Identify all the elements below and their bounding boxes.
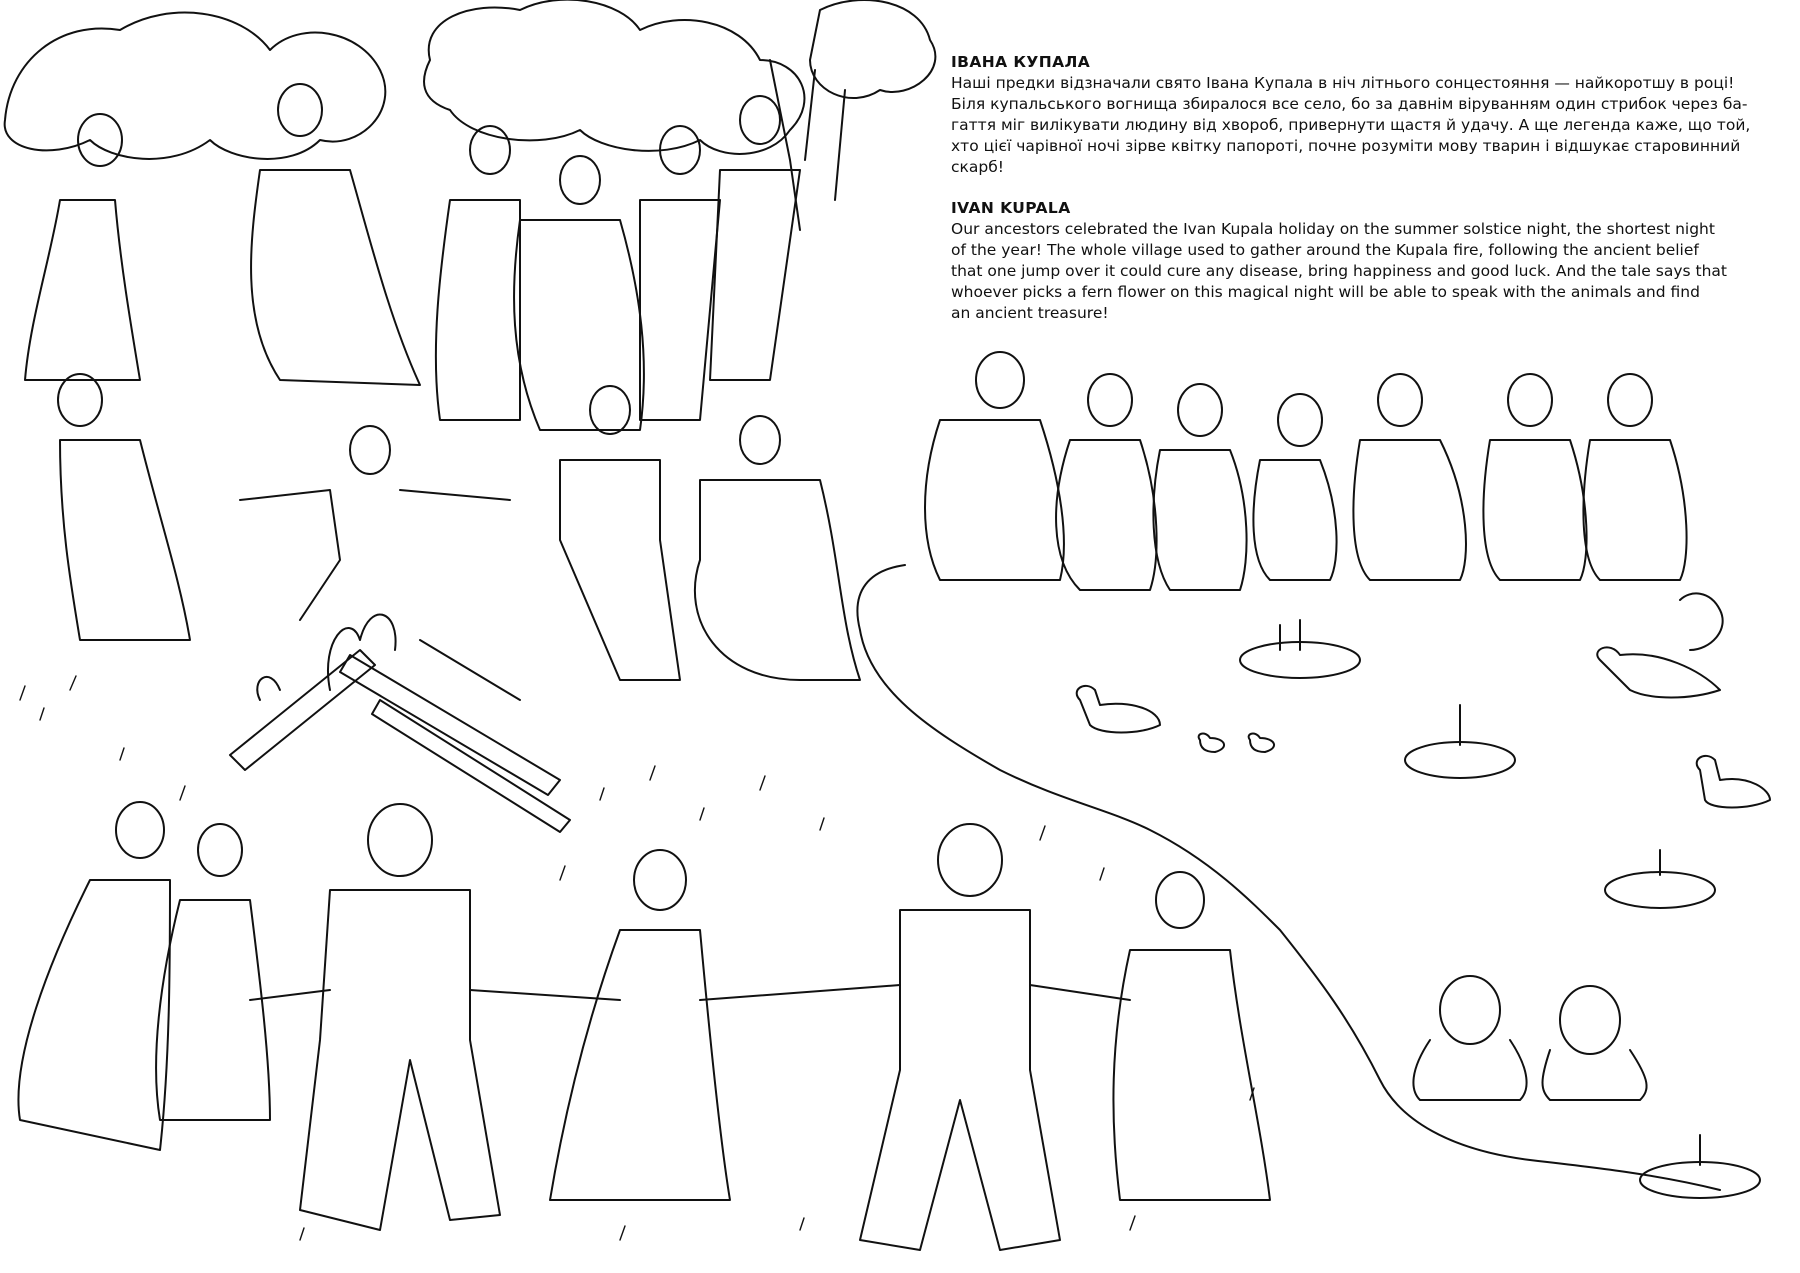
- figures-seated-right: [925, 352, 1687, 590]
- figures-in-water: [1413, 976, 1646, 1100]
- body-line: хто цієї чарівної ночі зірве квітку папороті, почне розуміти мову тварин і відшукає старовинний: [951, 137, 1741, 155]
- section-body-english: [951, 219, 1751, 324]
- section-body-ukrainian: [951, 73, 1751, 178]
- body-line: гаття міг вилікувати людину від хвороб, привернути щастя й удачу. А ще легенда каже, що той,: [951, 116, 1751, 134]
- body-line: скарб!: [951, 158, 1004, 176]
- body-line: that one jump over it could cure any disease, bring happiness and good luck. And the tale says that: [951, 262, 1727, 280]
- body-line: Наші предки відзначали свято Івана Купала в ніч літнього сонцестояння — найкоротшу в році!: [951, 74, 1735, 92]
- body-line: an ancient treasure!: [951, 304, 1109, 322]
- ducks: [1077, 593, 1770, 807]
- section-title-ukrainian: ІВАНА КУПАЛА: [951, 53, 1091, 71]
- section-ukrainian: [951, 52, 1751, 178]
- tree-trunks: [770, 60, 845, 230]
- floating-wreaths: [1240, 620, 1760, 1198]
- bonfire: [230, 615, 570, 832]
- figures-round-dance: [18, 802, 1270, 1250]
- section-english: [951, 198, 1751, 324]
- river-bank-line: [857, 565, 1720, 1190]
- body-line: of the year! The whole village used to gather around the Kupala fire, following the ancient belief: [951, 241, 1699, 259]
- tree-canopy-left: [5, 13, 386, 159]
- figures-upper-left: [25, 84, 800, 430]
- body-line: Our ancestors celebrated the Ivan Kupala holiday on the summer solstice night, the shortest night: [951, 220, 1715, 238]
- section-title-english: IVAN KUPALA: [951, 199, 1071, 217]
- body-line: Біля купальського вогнища збиралося все село, бо за давнім віруванням один стрибок через ба-: [951, 95, 1748, 113]
- body-line: whoever picks a fern flower on this magical night will be able to speak with the animals and find: [951, 283, 1700, 301]
- grass-strokes: [20, 676, 1254, 1240]
- text-panel: [951, 52, 1751, 344]
